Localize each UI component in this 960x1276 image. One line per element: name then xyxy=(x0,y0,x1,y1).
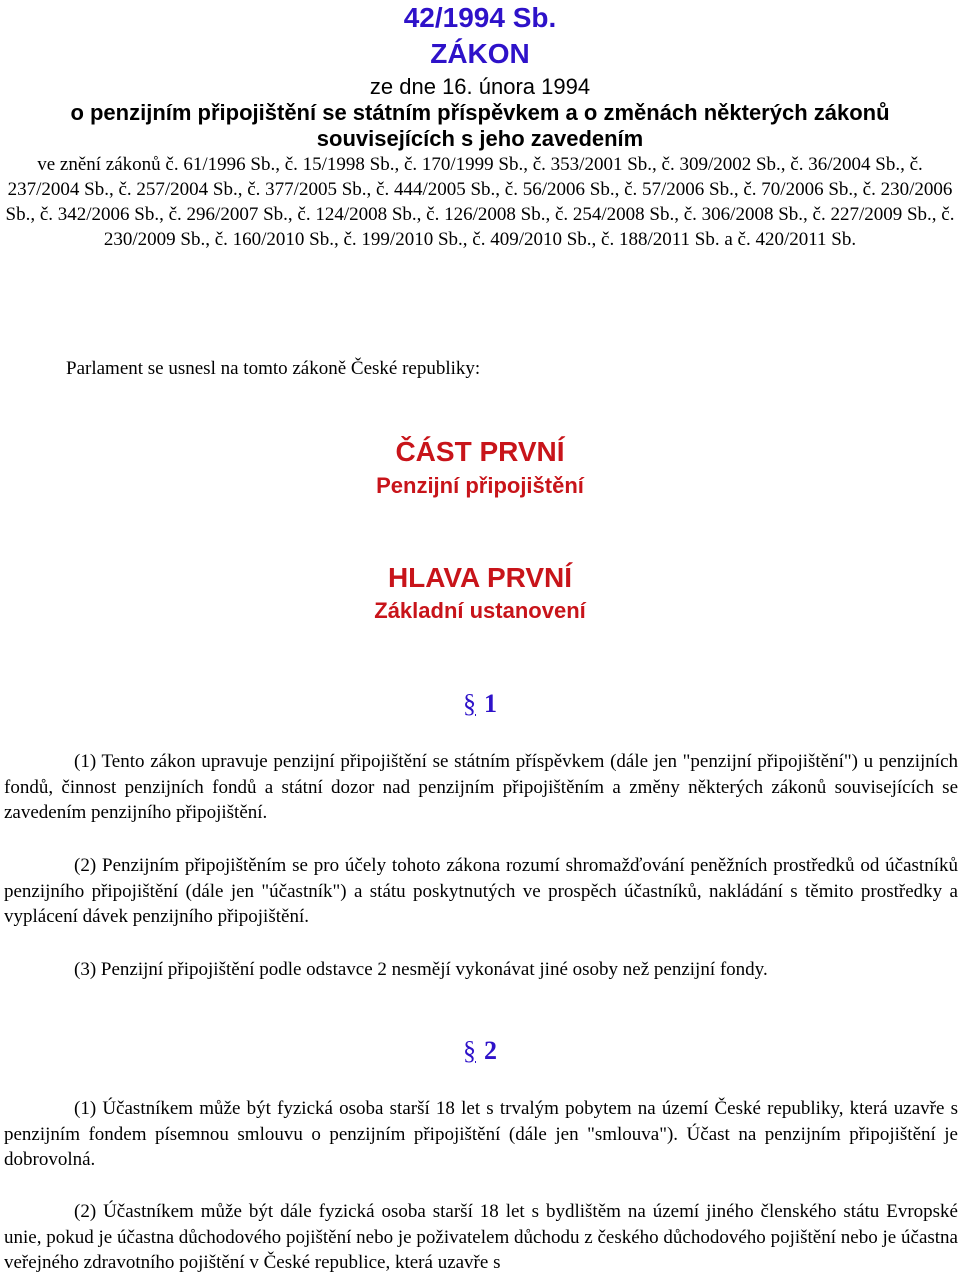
chapter-title: HLAVA PRVNÍ xyxy=(387,562,573,593)
paragraph: (1) Tento zákon upravuje penzijní připojištění se státním příspěvkem (dále jen "penzijní připojištění") u penzijních fondů, činnost penzijních fondů a státní dozor nad penzijním připojištěním a změny některých zákonů souvisejících se zavedením penzijního připojištění. xyxy=(4,751,958,823)
law-title: o penzijním připojištění se státním příspěvkem a o změnách některých zákonů souvisejících s jeho zavedením xyxy=(70,100,890,151)
paragraph: (3) Penzijní připojištění podle odstavce 2 nesmějí vykonávat jiné osoby než penzijní fondy. xyxy=(74,959,768,980)
section-heading xyxy=(0,689,960,719)
section-symbol: § xyxy=(463,1036,476,1065)
section-number: 1 xyxy=(484,689,497,718)
section-number: 2 xyxy=(484,1036,497,1065)
document-header xyxy=(0,2,960,252)
part-subtitle: Penzijní připojištění xyxy=(376,473,584,498)
law-date: ze dne 16. února 1994 xyxy=(369,74,591,99)
paragraph: (2) Penzijním připojištěním se pro účely tohoto zákona rozumí shromažďování peněžních prostředků od účastníků penzijního připojištění (dále jen "účastník") a státu poskytnutých ve prospěch účastníků, nakládání s těmito prostředky a vyplácení dávek penzijního připojištění. xyxy=(4,855,958,927)
chapter-subtitle: Základní ustanovení xyxy=(374,598,586,623)
preamble: Parlament se usnesl na tomto zákoně České republiky: xyxy=(66,358,481,379)
section-heading xyxy=(0,1036,960,1066)
section-symbol: § xyxy=(463,689,476,718)
paragraph: (2) Účastníkem může být dále fyzická osoba starší 18 let s bydlištěm na území jiného členského státu Evropské unie, pokud je účastna důchodového pojištění nebo je poživatelem důchodu z českého důchodového pojištění nebo je účastna veřejného zdravotního pojištění v České republice, která uzavře s xyxy=(4,1201,958,1273)
paragraph: (1) Účastníkem může být fyzická osoba starší 18 let s trvalým pobytem na území České republiky, která uzavře s penzijním fondem písemnou smlouvu o penzijním připojištění (dále jen "smlouva"). Účast na penzijním připojištění je dobrovolná. xyxy=(4,1098,958,1170)
law-number: 42/1994 Sb. xyxy=(403,2,557,33)
part-title: ČÁST PRVNÍ xyxy=(395,436,565,467)
law-type: ZÁKON xyxy=(430,38,530,69)
amendments-list: ve znění zákonů č. 61/1996 Sb., č. 15/1998 Sb., č. 170/1999 Sb., č. 353/2001 Sb., č. 309/2002 Sb., č. 36/2004 Sb., č. 237/2004 Sb., č. 257/2004 Sb., č. 377/2005 Sb., č. 444/2005 Sb., č. 56/2006 Sb., č. 57/2006 Sb., č. 70/2006 Sb., č. 230/2006 Sb., č. 342/2006 Sb., č. 296/2007 Sb., č. 124/2008 Sb., č. 126/2008 Sb., č. 254/2008 Sb., č. 306/2008 Sb., č. 227/2009 Sb., č. 230/2009 Sb., č. 160/2010 Sb., č. 199/2010 Sb., č. 409/2010 Sb., č. 188/2011 Sb. a č. 420/2011 Sb. xyxy=(5,154,955,250)
